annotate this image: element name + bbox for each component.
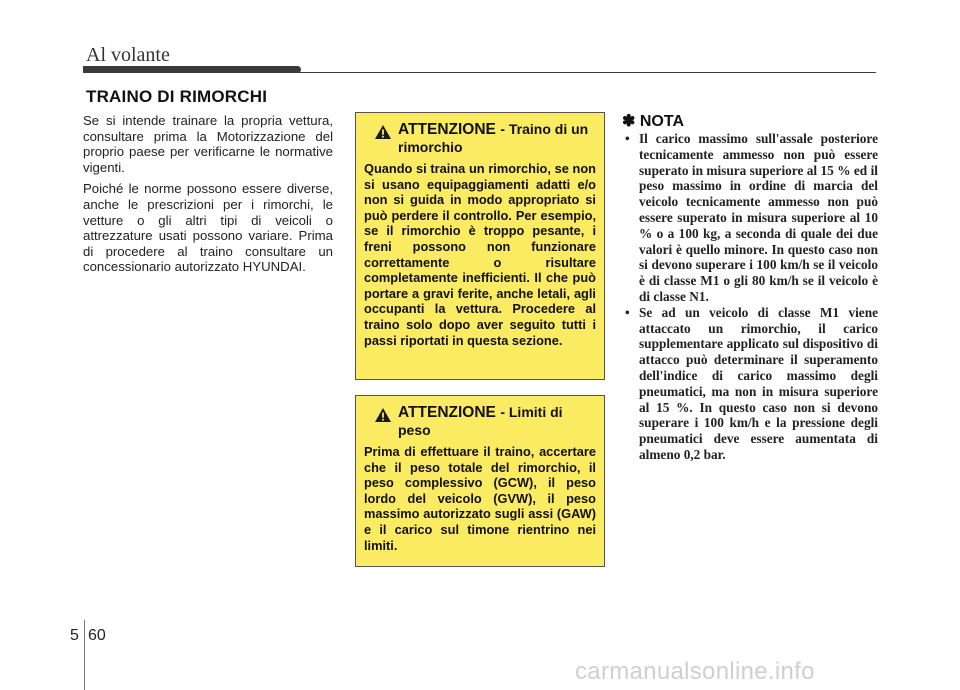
warning-label: ATTENZIONE [398,121,496,138]
warning-subtitle: - Limiti di peso [398,404,563,438]
warning-subtitle: - Traino di un rimorchio [398,121,589,155]
warning-box-towing [355,112,605,380]
warning-header [364,121,596,157]
warning-body: Quando si traina un rimorchio, se non si usano equipaggiamenti adatti e/o non si guida in modo appropriato si può perdere il controllo. Per esempio, se il rimorchio è troppo pesante, i freni possono non funzionare correttamente o risultare completamente inefficienti. Il che può portare a gravi ferite, anche letali, agli occupanti la vettura. Procedere al traino solo dopo aver seguito tutti i passi riportati in questa sezione. [364,161,596,348]
warning-body: Prima di effettuare il traino, accertare che il peso totale del rimorchio, il peso complessivo (GCW), il peso lordo del veicolo (GVW), il peso massimo autorizzato sugli assi (GAW) e il carico sul timone rientrino nei limiti. [364,444,596,553]
bullet-icon: • [625,304,630,320]
header-rule [83,72,876,73]
intro-text [83,113,333,281]
note-list [622,131,878,463]
note-item-text: Il carico massimo sull'assale posteriore tecnicamente ammesso non può essere superato in misura superiore al 15 % ed il peso massimo in ordine di marcia del veicolo tecnicamente ammesso non può essere superato in misura superiore al 10 % o a 100 kg, a seconda di quale dei due valori è quello minore. In questo caso non si devono superare i 100 km/h se il veicolo è di classe M1 o gli 80 km/h se il veicolo è di classe N1. [639,131,878,304]
warning-triangle-icon [374,407,392,423]
warning-box-weight-limits [355,395,605,567]
warning-header [364,404,596,440]
section-title: TRAINO DI RIMORCHI [86,87,268,106]
header-title: Al volante [86,44,170,66]
note-title: ✽ NOTA [622,113,684,130]
intro-paragraph: Se si intende trainare la propria vettura, consultare prima la Motorizzazione del proprio paese per verificarne le normative vigenti. [83,113,333,175]
watermark: carmanualsonline.info [575,658,815,685]
page-number: 60 [88,627,106,644]
footer-rule [84,620,85,690]
chapter-number: 5 [70,627,79,644]
note-item [622,305,878,463]
warning-label: ATTENZIONE [398,404,496,421]
intro-paragraph: Poiché le norme possono essere diverse, anche le prescrizioni per i rimorchi, le vetture o gli altri tipi di veicoli o attrezzature usati possono variare. Prima di procedere al traino consultare un concessionario autorizzato HYUNDAI. [83,181,333,275]
note-item-text: Se ad un veicolo di classe M1 viene attaccato un rimorchio, il carico supplementare applicato sul dispositivo di attacco può determinare il superamento dell'indice di carico massimo degli pneumatici, ma non in misura superiore al 15 %. In questo caso non si devono superare i 100 km/h e la pressione degli pneumatici deve essere aumentata di almeno 0,2 bar. [639,304,878,462]
warning-triangle-icon [374,124,392,140]
bullet-icon: • [625,131,630,146]
note-item [622,131,878,305]
